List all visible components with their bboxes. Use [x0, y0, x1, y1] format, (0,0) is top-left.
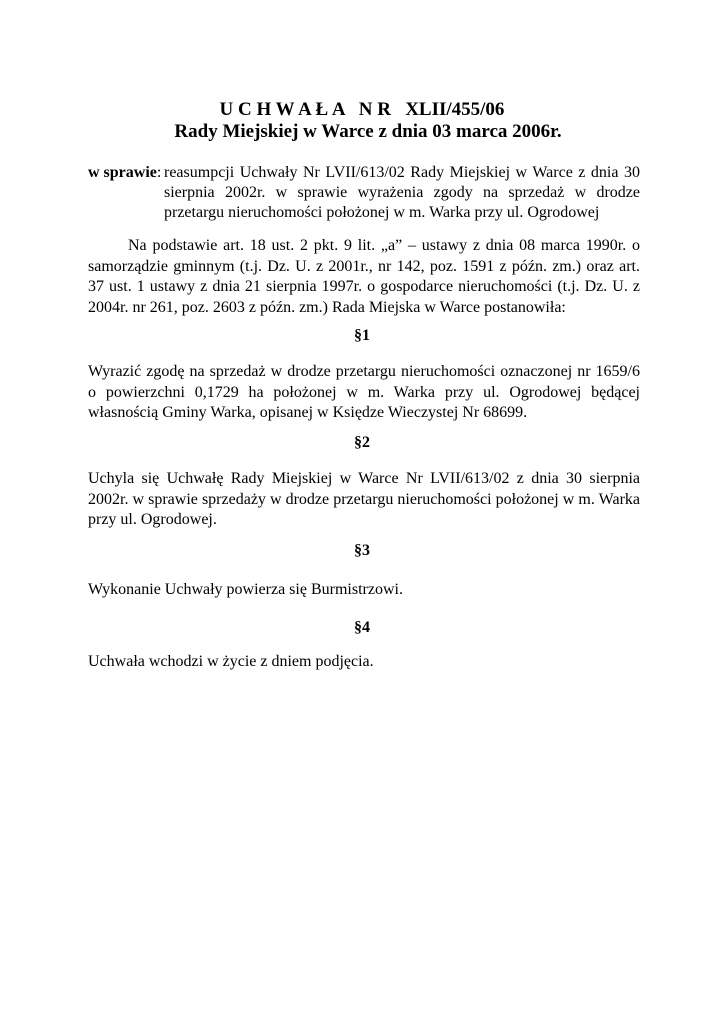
section-text-4: Uchwała wchodzi w życie z dniem podjęcia. — [88, 653, 374, 670]
section-mark-1: §1 — [354, 327, 370, 344]
section-text-3: Wykonanie Uchwały powierza się Burmistrzowi. — [88, 581, 403, 598]
subject-label: w sprawie: — [88, 164, 162, 181]
resolution-title: U C H W A Ł A N R XLII/455/06 — [219, 99, 505, 120]
section-text-2: Uchyla się Uchwałę Rady Miejskiej w Warce Nr LVII/613/02 z dnia 30 sierpnia 2002r. w sprawie sprzedaży w drodze przetargu nieruchomości położonej w m. Warka przy ul. Ogrodowej. — [88, 470, 640, 528]
preamble-paragraph: Na podstawie art. 18 ust. 2 pkt. 9 lit. „a” – ustawy z dnia 08 marca 1990r. o samorządzie gminnym (t.j. Dz. U. z 2001r., nr 142, poz. 1591 z późn. zm.) oraz art. 37 ust. 1 ustawy z dnia 21 sierpnia 1997r. o gospodarce nieruchomości (t.j. Dz. U. z 2004r. nr 261, poz. 2603 z późn. zm.) Rada Miejska w Warce postanowiła: — [88, 237, 640, 316]
section-text-1: Wyrazić zgodę na sprzedaż w drodze przetargu nieruchomości oznaczonej nr 1659/6 o powierzchni 0,1729 ha położonej w m. Warka przy ul. Ogrodowej będącej własnością Gminy Warka, opisanej w Księdze Wieczystej Nr 68699. — [88, 363, 640, 421]
section-mark-2: §2 — [354, 434, 370, 451]
section-mark-3: §3 — [354, 542, 370, 559]
resolution-subtitle: Rady Miejskiej w Warce z dnia 03 marca 2006r. — [174, 121, 562, 142]
subject-text: reasumpcji Uchwały Nr LVII/613/02 Rady Miejskiej w Warce z dnia 30 sierpnia 2002r. w sprawie wyrażenia zgody na sprzedaż w drodze przetargu nieruchomości położonej w m. Warka przy ul. Ogrodowej — [164, 164, 640, 221]
section-mark-4: §4 — [354, 619, 370, 636]
subject-block — [88, 163, 640, 223]
